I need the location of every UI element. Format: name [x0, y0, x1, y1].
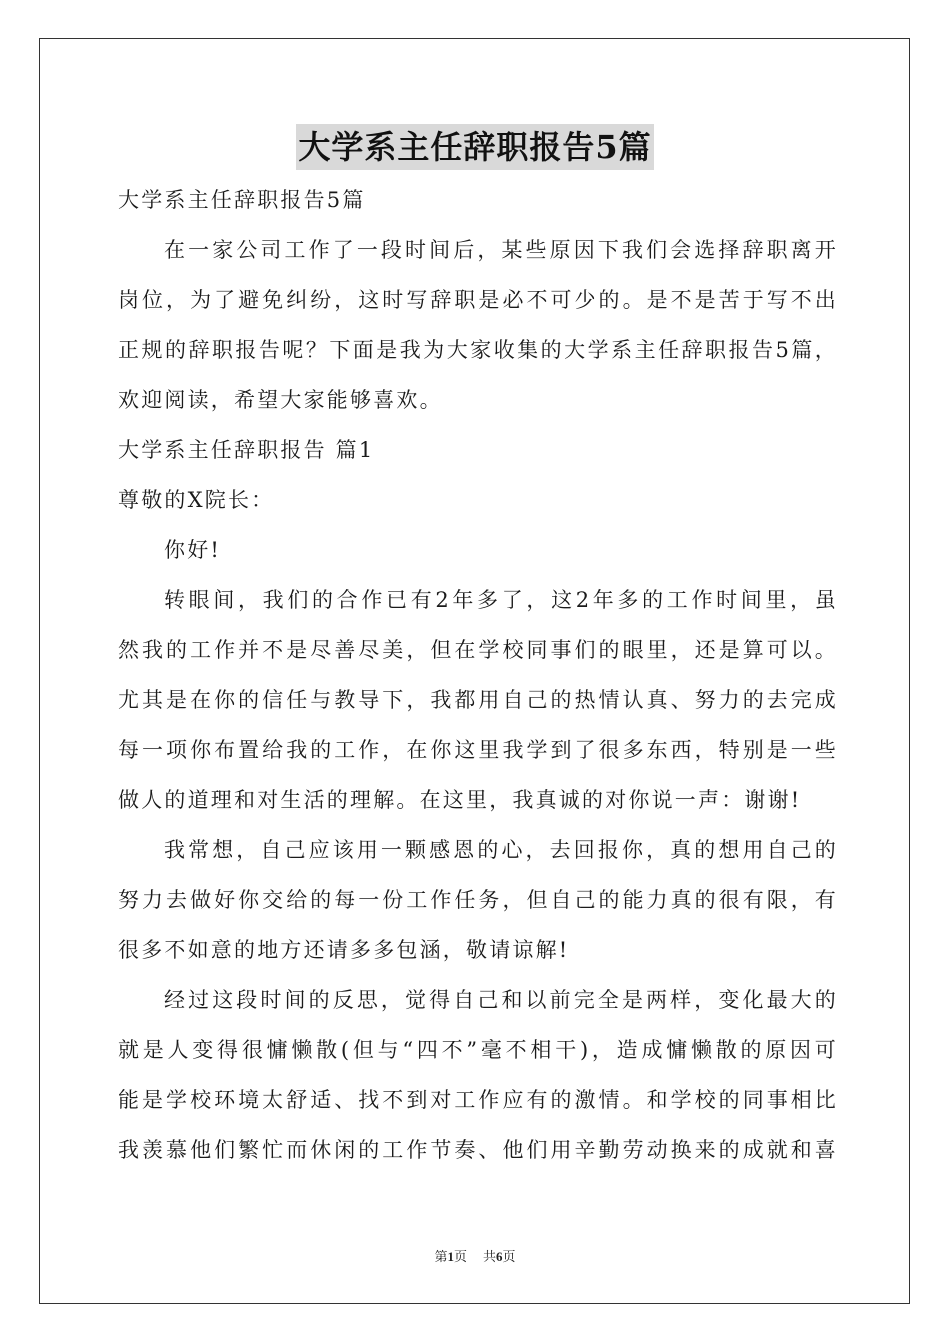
text-line: 岗位，为了避免纠纷，这时写辞职是必不可少的。是不是苦于写不出: [118, 288, 838, 312]
text-line: 你好!: [164, 538, 222, 562]
text-line: 尊敬的X院长：: [118, 488, 275, 512]
title-container: [0, 124, 950, 170]
text-line: 正规的辞职报告呢？下面是我为大家收集的大学系主任辞职报告5篇，: [118, 338, 838, 362]
text-line: 很多不如意的地方还请多多包涵，敬请谅解!: [118, 938, 570, 962]
page-current-number: 1: [447, 1249, 454, 1264]
text-line: 经过这段时间的反思，觉得自己和以前完全是两样，变化最大的: [164, 988, 838, 1012]
total-prefix: 共: [483, 1249, 497, 1264]
text-line: 大学系主任辞职报告5篇: [118, 188, 366, 212]
total-suffix: 页: [502, 1249, 516, 1264]
text-line: 我常想，自己应该用一颗感恩的心，去回报你，真的想用自己的: [164, 838, 838, 862]
text-line: 大学系主任辞职报告 篇1: [118, 438, 375, 462]
document-title: 大学系主任辞职报告5篇: [296, 124, 653, 170]
text-line: 在一家公司工作了一段时间后，某些原因下我们会选择辞职离开: [164, 238, 838, 262]
page-suffix: 页: [453, 1249, 467, 1264]
text-line: 尤其是在你的信任与教导下，我都用自己的热情认真、努力的去完成: [118, 688, 838, 712]
text-line: 做人的道理和对生活的理解。在这里，我真诚的对你说一声：谢谢!: [118, 788, 802, 812]
page-total-number: 6: [496, 1249, 503, 1264]
page-footer: [0, 1246, 950, 1265]
text-line: 努力去做好你交给的每一份工作任务，但自己的能力真的很有限，有: [118, 888, 838, 912]
text-line: 能是学校环境太舒适、找不到对工作应有的激情。和学校的同事相比: [118, 1088, 838, 1112]
text-line: 每一项你布置给我的工作，在你这里我学到了很多东西，特别是一些: [118, 738, 838, 762]
text-line: 然我的工作并不是尽善尽美，但在学校同事们的眼里，还是算可以。: [118, 638, 838, 662]
text-line: 转眼间，我们的合作已有2年多了，这2年多的工作时间里，虽: [164, 588, 838, 612]
document-body: [118, 175, 838, 1175]
page-prefix: 第: [434, 1249, 448, 1264]
text-line: 我羡慕他们繁忙而休闲的工作节奏、他们用辛勤劳动换来的成就和喜: [118, 1138, 838, 1162]
text-line: 就是人变得很慵懒散(但与“四不”毫不相干)，造成慵懒散的原因可: [118, 1038, 838, 1062]
text-line: 欢迎阅读，希望大家能够喜欢。: [118, 388, 443, 412]
